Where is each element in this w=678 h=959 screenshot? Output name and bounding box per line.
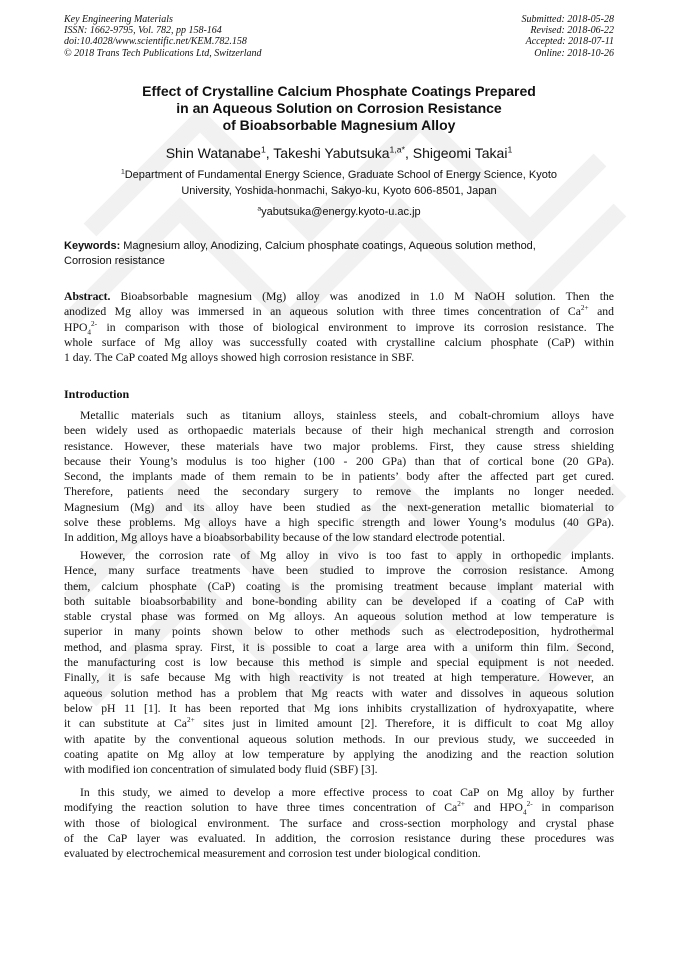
paragraph-line: [64, 800, 614, 815]
journal-info: [64, 14, 262, 59]
paragraph-line: because their Young’s modulus is too higher (100 - 200 GPa) than that of cortical bone (20 GPa).: [64, 454, 614, 468]
paragraph-line: aqueous solution method has a problem that Mg reacts with water and dissolves in aqueous solution: [64, 686, 614, 700]
paragraph-line: Therefore, patients need the secondary surgery to remove the implants no longer needed.: [64, 485, 614, 499]
paragraph-line: In this study, we aimed to develop a more effective process to coat CaP on Mg alloy by further: [80, 786, 614, 799]
abstract-text: and: [588, 305, 614, 319]
paragraph-text: it can substitute at Ca: [64, 717, 187, 731]
intro-paragraph-1: [64, 408, 614, 546]
author-separator: ,: [404, 145, 413, 161]
ion-subscript: 4: [522, 808, 527, 817]
journal-issn: ISSN: 1662-9795, Vol. 782, pp 158-164: [64, 25, 222, 37]
paragraph-line: Finally, it is safe because Mg with high reactivity is not treated at high temperature. However, an: [64, 671, 614, 685]
keywords-text: Magnesium alloy, Anodizing, Calcium phosphate coatings, Aqueous solution method,: [120, 240, 536, 252]
affiliation-sup: 1: [120, 168, 125, 176]
date-online: Online: 2018-10-26: [534, 47, 614, 59]
title-line: in an Aqueous Solution on Corrosion Resistance: [176, 100, 502, 116]
abstract-line: whole surface of Mg alloy was successfully coated with crystalline calcium phosphate (CaP) within: [64, 335, 614, 349]
paragraph-line: below pH 11 [1]. It has been reported that Mg ions inhibits crystallization of hydroxyapatite, where: [64, 701, 614, 715]
ion-charge: 2+: [186, 716, 195, 725]
email-address: yabutsuka@energy.kyoto-u.ac.jp: [261, 206, 421, 218]
paragraph-line: stable crystal phase was formed on Mg alloys. An aqueous solution method at low temperature is: [64, 610, 614, 624]
paragraph-line: superior in many points shown below to other methods such as electrodeposition, hydrothermal: [64, 625, 614, 639]
paragraph-line: solve these problems. Mg alloys have a high specific strength and lower Young’s modulus (40 GPa).: [64, 516, 614, 530]
paragraph-line: Metallic materials such as titanium alloys, stainless steels, and cobalt-chromium alloys have: [80, 409, 614, 422]
keywords: [64, 239, 614, 268]
abstract-line: [64, 289, 614, 304]
author-list: [64, 144, 614, 162]
author-name: Shigeomi Takai: [412, 145, 508, 161]
date-submitted: Submitted: 2018-05-28: [521, 14, 614, 25]
date-revised: Revised: 2018-06-22: [530, 25, 614, 37]
title-line: Effect of Crystalline Calcium Phosphate Coatings Prepared: [142, 83, 536, 99]
ion-charge: 2+: [457, 800, 465, 809]
affiliation-line: [64, 168, 614, 184]
paragraph-line: with modified ion concentration of simulated body fluid (SBF) [3].: [64, 763, 378, 777]
author-name: Takeshi Yabutsuka: [273, 145, 390, 161]
intro-paragraph-2: [64, 548, 614, 777]
paragraph-line: method, and plasma spray. First, it is possible to coat a large area with a uniform thin film. Second,: [64, 640, 614, 654]
keywords-line: [64, 239, 614, 254]
paragraph-line: Second, the implants made of them remain to be in patients’ body after the affected part get cured.: [64, 470, 614, 484]
paragraph-line: evaluated by electrochemical measurement and corrosion test under biological condition.: [64, 847, 481, 861]
abstract: [64, 289, 614, 365]
paragraph-line: the manufacturing cost is low because this method is simple and special equipment is not needed.: [64, 656, 614, 670]
keywords-label: Keywords:: [64, 240, 121, 252]
paragraph-line: with those of biological environment. The surface and cross-section morphology and crystal phase: [64, 816, 614, 830]
paragraph-line: coating apatite on Mg alloy at low temperature by applying the anodizing and the reaction solution: [64, 747, 614, 761]
affiliation-line: University, Yoshida-honmachi, Sakyo-ku, Kyoto 606-8501, Japan: [181, 184, 497, 197]
paragraph-text: and HPO: [464, 801, 523, 815]
journal-name: Key Engineering Materials: [64, 14, 173, 25]
abstract-line: [64, 304, 614, 319]
author-name: Shin Watanabe: [165, 145, 261, 161]
paragraph-text: in comparison: [532, 801, 614, 815]
date-accepted: Accepted: 2018-07-11: [525, 36, 614, 48]
paragraph-line: with apatite by the conventional aqueous solution methods. In our previous study, we succeeded in: [64, 732, 614, 746]
section-heading-introduction: Introduction: [64, 387, 130, 401]
paragraph-line: them, calcium phosphate (CaP) coating is the promising treatment because implant material with: [64, 579, 614, 593]
paragraph-text: sites just in limited amount [2]. Therefore, it is difficult to coat Mg alloy: [194, 717, 614, 731]
affiliation: [64, 168, 614, 199]
abstract-text: anodized Mg alloy was immersed in an aqueous solution with three times concentration of Ca: [64, 305, 581, 319]
ion-charge: 2+: [580, 304, 589, 313]
ion-charge: 2-: [91, 319, 98, 328]
affiliation-text: Department of Fundamental Energy Science, Graduate School of Energy Science, Kyoto: [124, 169, 558, 181]
abstract-label: Abstract.: [64, 290, 111, 303]
email-sup: a: [257, 205, 262, 213]
intro-paragraph-3: [64, 785, 614, 861]
author-affil-sup: 1,a*: [389, 144, 405, 155]
paragraph-line: [64, 716, 614, 731]
paragraph-line: been widely used as orthopaedic materials because of their high mechanical strength and corrosion: [64, 424, 614, 438]
paragraph-line: Hence, many surface treatments have been studied to improve the corrosion resistance. Among: [64, 564, 614, 578]
title-line: of Bioabsorbable Magnesium Alloy: [222, 117, 456, 133]
abstract-line: 1 day. The CaP coated Mg alloys showed high corrosion resistance in SBF.: [64, 351, 415, 365]
paragraph-line: In addition, Mg alloys have a bioabsorbability because of the low standard electrode potential.: [64, 531, 506, 545]
author-affil-sup: 1: [260, 144, 266, 155]
abstract-text: Bioabsorbable magnesium (Mg) alloy was anodized in 1.0 M NaOH solution. Then the: [110, 290, 614, 303]
abstract-text: in comparison with those of biological environment to improve its corrosion resistance. The: [97, 320, 614, 334]
paragraph-line: resistance. However, these materials have two major problems. First, they cause stress shielding: [64, 439, 614, 453]
corresponding-email: [64, 206, 614, 218]
abstract-text: HPO: [64, 320, 88, 334]
paper-title: [64, 83, 614, 134]
paragraph-line: Magnesium (Mg) and its alloy have been studied as the next-generation metallic biomaterial to: [64, 500, 614, 514]
submission-dates: [522, 14, 615, 59]
journal-doi: doi:10.4028/www.scientific.net/KEM.782.158: [64, 36, 247, 48]
ion-subscript: 4: [87, 327, 92, 336]
ion-charge: 2-: [526, 800, 533, 809]
keywords-line: Corrosion resistance: [64, 254, 165, 267]
paragraph-text: modifying the reaction solution to have three times concentration of Ca: [64, 801, 458, 815]
author-affil-sup: 1: [507, 144, 513, 155]
author-separator: ,: [265, 145, 274, 161]
paragraph-line: both suitable bioabsorbability and bone-bonding ability can be developed if a coating of CaP with: [64, 594, 614, 608]
journal-copyright: © 2018 Trans Tech Publications Ltd, Switzerland: [64, 47, 262, 59]
paragraph-line: However, the corrosion rate of Mg alloy in vivo is too fast to apply in orthopedic implants.: [80, 549, 614, 562]
paragraph-line: of the CaP layer was evaluated. In addition, the corrosion resistance during these procedures was: [64, 831, 614, 845]
abstract-line: [64, 320, 614, 335]
